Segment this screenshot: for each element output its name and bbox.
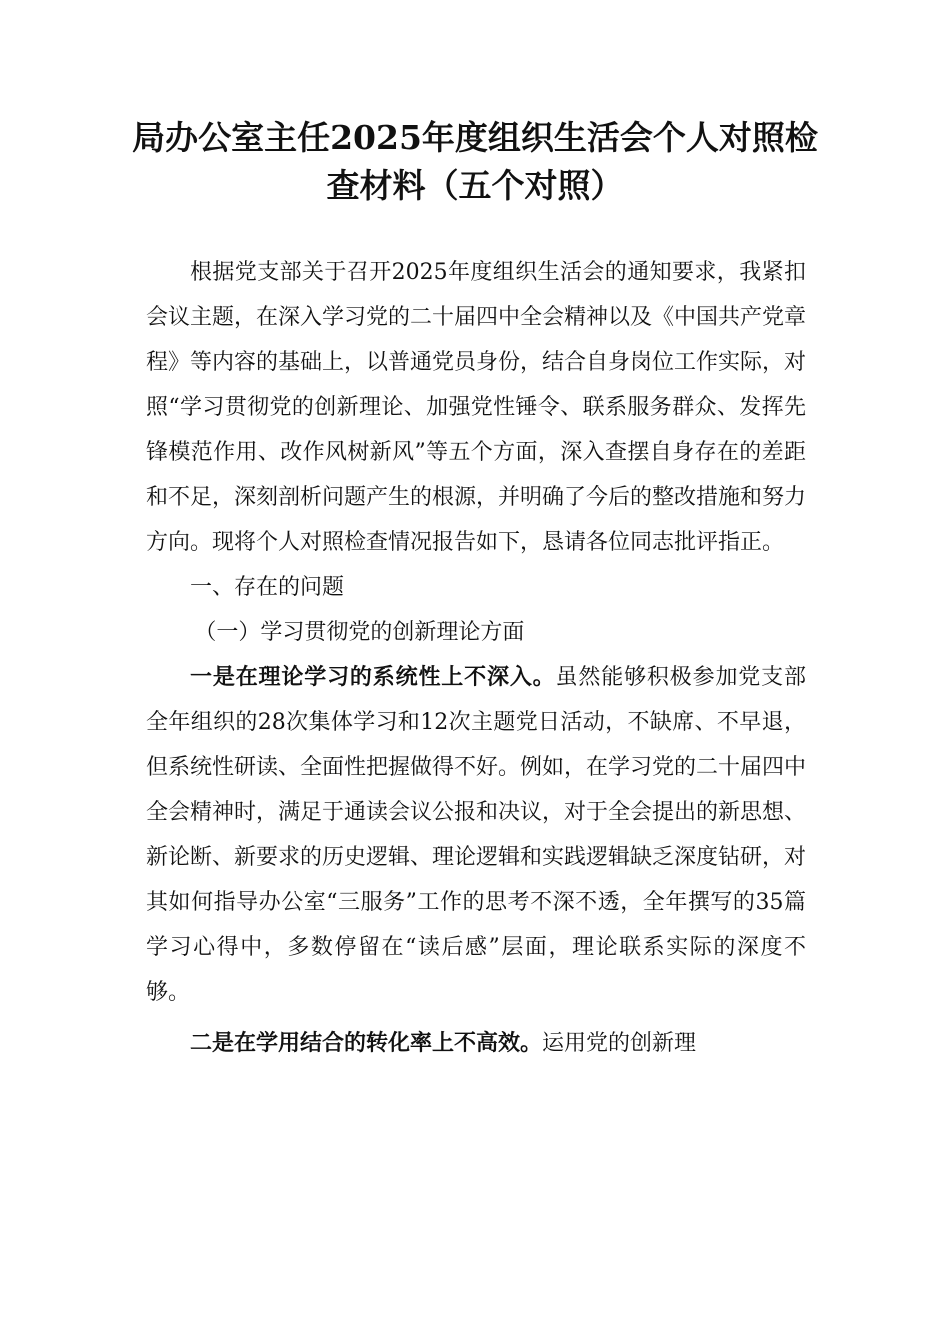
subsection-heading-theory: （一）学习贯彻党的创新理论方面	[194, 620, 525, 645]
document-body	[146, 250, 806, 1066]
document-title: 局办公室主任2025年度组织生活会个人对照检查材料（五个对照）	[132, 118, 818, 205]
section-heading-problems: 一、存在的问题	[190, 575, 345, 600]
point-two-paragraph	[146, 1021, 806, 1066]
intro-paragraph: 根据党支部关于召开2025年度组织生活会的通知要求，我紧扣会议主题，在深入学习党的二十届四中全会精神以及《中国共产党章程》等内容的基础上，以普通党员身份，结合自身岗位工作实际，对照“学习贯彻党的创新理论、加强党性锤令、联系服务群众、发挥先锋模范作用、改作风树新风”等五个方面，深入查摆自身存在的差距和不足，深刻剖析问题产生的根源，并明确了今后的整改措施和努力方向。现将个人对照检查情况报告如下，恳请各位同志批评指正。	[146, 260, 807, 555]
point-two-lead: 二是在学用结合的转化率上不高效。	[190, 1030, 543, 1056]
point-two-text: 运用党的创新理	[542, 1031, 697, 1056]
point-one-text: 虽然能够积极参加党支部全年组织的28次集体学习和12次主题党日活动，不缺席、不早退，但系统性研读、全面性把握做得不好。例如，在学习党的二十届四中全会精神时，满足于通读会议公报和决议，对于全会提出的新思想、新论断、新要求的历史逻辑、理论逻辑和实践逻辑缺乏深度钻研，对其如何指导办公室“三服务”工作的思考不深不透，全年撰写的35篇学习心得中，多数停留在“读后感”层面，理论联系实际的深度不够。	[146, 665, 807, 1005]
point-one-paragraph	[146, 655, 806, 1015]
point-one-lead: 一是在理论学习的系统性上不深入。	[190, 664, 556, 690]
